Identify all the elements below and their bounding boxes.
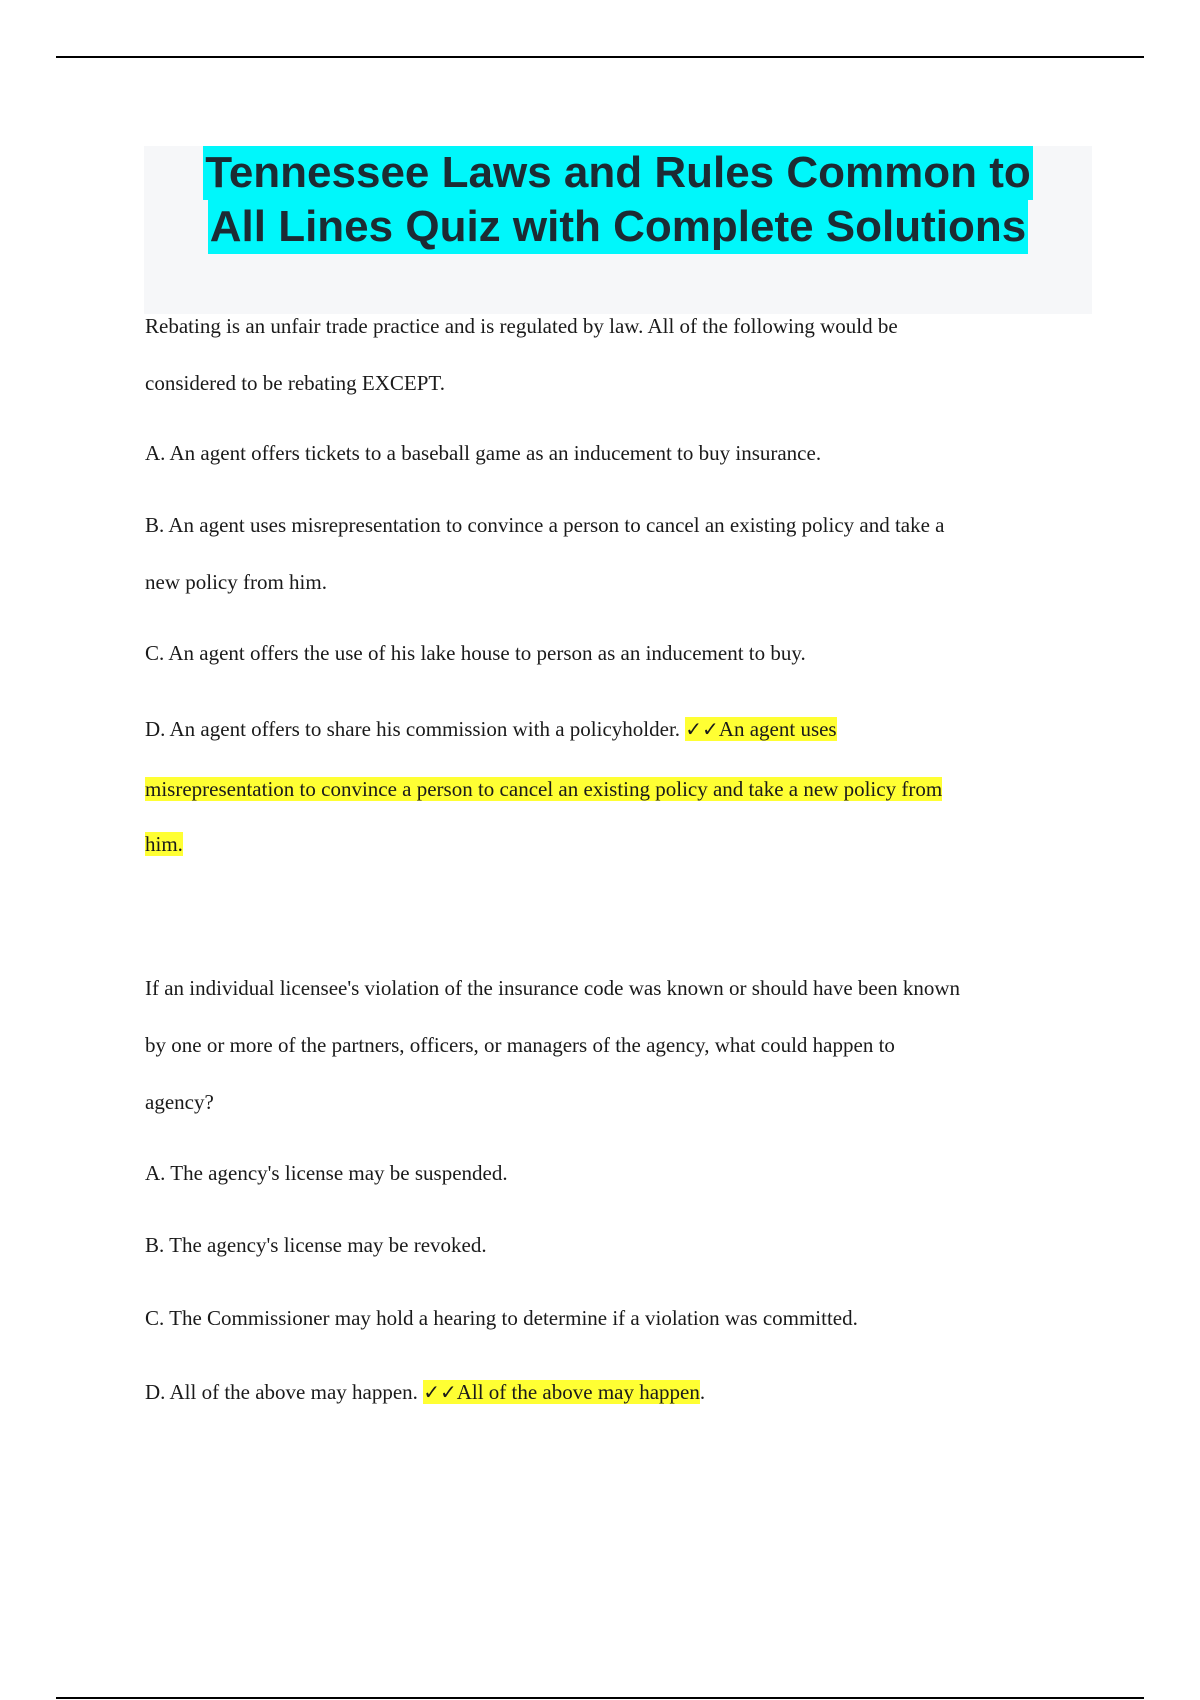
question-1-option-b-line-2: new policy from him.	[145, 570, 327, 594]
title-block	[144, 146, 1092, 314]
question-1-option-b-line-1: B. An agent uses misrepresentation to convince a person to cancel an existing policy and take a	[145, 513, 945, 537]
question-1-answer-line-3: him.	[145, 832, 183, 856]
document-title-line-1: Tennessee Laws and Rules Common to	[203, 146, 1033, 200]
question-1-option-d	[145, 701, 837, 758]
question-2-answer-highlight	[423, 1380, 700, 1404]
question-1-answer-highlight	[685, 717, 836, 741]
question-2-stem-line-3: agency?	[145, 1090, 214, 1114]
check-mark-icon: ✓✓	[685, 717, 719, 741]
question-2-option-d-text: D. All of the above may happen.	[145, 1380, 424, 1404]
question-1-stem-line-1: Rebating is an unfair trade practice and is regulated by law. All of the following would be	[145, 314, 898, 338]
question-1-option-c: C. An agent offers the use of his lake house to person as an inducement to buy.	[145, 641, 806, 665]
bottom-rule	[56, 1697, 1144, 1699]
question-1-option-d-text: D. An agent offers to share his commission with a policyholder.	[145, 717, 686, 741]
question-1-answer-line-1: An agent uses	[718, 717, 837, 741]
document-title-line-2: All Lines Quiz with Complete Solutions	[208, 200, 1028, 254]
question-1-answer-line-2: misrepresentation to convince a person to cancel an existing policy and take a new policy from	[145, 777, 943, 801]
question-1-answer-line-2-row	[145, 761, 942, 818]
check-mark-icon: ✓✓	[423, 1380, 457, 1404]
question-2-answer-period: .	[699, 1380, 706, 1404]
question-2-stem-line-1: If an individual licensee's violation of the insurance code was known or should have been known	[145, 976, 960, 1000]
question-1-option-a: A. An agent offers tickets to a baseball game as an inducement to buy insurance.	[145, 441, 822, 465]
question-2-option-b: B. The agency's license may be revoked.	[145, 1233, 487, 1257]
question-2-option-d	[145, 1364, 705, 1421]
top-rule	[56, 56, 1144, 58]
question-2-option-c: C. The Commissioner may hold a hearing to determine if a violation was committed.	[145, 1306, 858, 1330]
question-1-answer-line-3-row	[145, 816, 183, 873]
question-2-answer-text: All of the above may happen	[456, 1380, 700, 1404]
question-2-stem-line-2: by one or more of the partners, officers, or managers of the agency, what could happen to	[145, 1033, 895, 1057]
question-1-stem-line-2: considered to be rebating EXCEPT.	[145, 371, 445, 395]
question-2-option-a: A. The agency's license may be suspended.	[145, 1161, 508, 1185]
